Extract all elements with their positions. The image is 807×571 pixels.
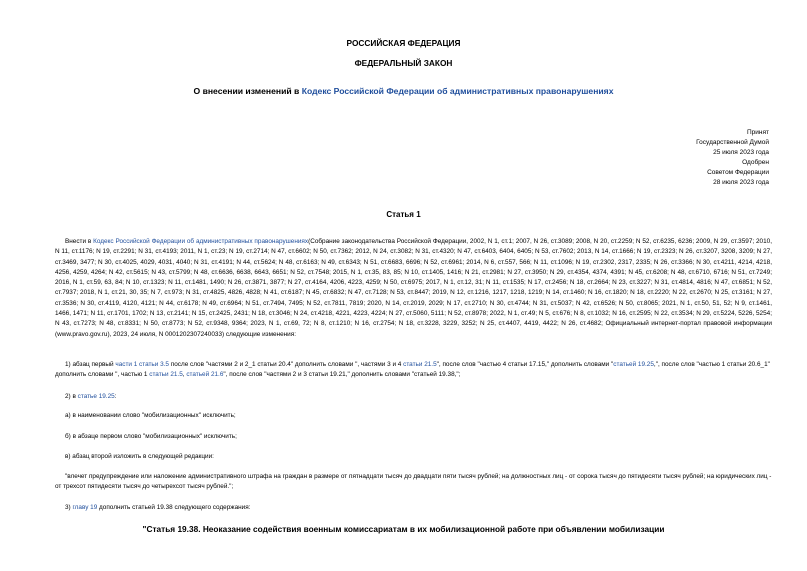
link-article-21-6[interactable]: статьей 21.6 bbox=[186, 371, 224, 379]
item2-text-b: : bbox=[114, 393, 117, 400]
subitem-a: а) в наименовании слово "мобилизационных" исключить; bbox=[65, 412, 236, 419]
item1-text-b: после слов "частями 2 и 2_1 статьи 20.4" дополнить словами ", частями 3 и 4 bbox=[169, 361, 404, 368]
accepted-by: Государственной Думой bbox=[696, 138, 769, 146]
link-article-19-25[interactable]: статьей 19.25 bbox=[613, 361, 654, 368]
approved-label: Одобрен bbox=[742, 158, 769, 166]
approved-date: 28 июля 2023 года bbox=[713, 178, 769, 186]
intro-prefix: Внести в bbox=[65, 238, 94, 245]
approved-by: Советом Федерации bbox=[707, 168, 769, 176]
link-chapter-19[interactable]: главу 19 bbox=[72, 504, 98, 511]
item1-text-d: ,", после слов "частью 1 статьи 20.6_1" дополнить словами ", частью 1 bbox=[55, 361, 770, 379]
law-title-prefix: О внесении изменений в bbox=[193, 86, 302, 96]
item1-text-c: ", после слов "частью 4 статьи 17.15," дополнить словами " bbox=[436, 361, 614, 368]
intro-code-link[interactable]: Кодекс Российской Федерации об административных правонарушениях bbox=[93, 238, 309, 245]
link-article-21-5[interactable]: статьи 21.5 bbox=[403, 361, 437, 368]
accepted-label: Принят bbox=[746, 129, 769, 136]
new-paragraph-text: "влечет предупреждение или наложение административного штрафа на граждан в размере от пятнадцати тысяч до двадцати пяти тысяч рублей; на должностных лиц - от сорока тысяч до пятидесяти тысяч рублей; на юридических лиц - от трехсот пятидесяти тысяч до четырехсот тысяч рублей."; bbox=[55, 473, 772, 491]
intro-rest: (Собрание законодательства Российской Федерации, 2002, N 1, ст.1; 2007, N 26, ст.3089; 2008, N 20, ст.2259; N 52, ст.6235, 6236; 2009, N 29, ст.3597; 2010, N 11, ст.1176; N 19, ст.2291; N 31, ст.4193; 2011, N 1, ст.23; N 19, ст.2714; N 47, ст.6602; N 50, ст.7362; 2012, N 24, ст.3082; N 31, ст.4320; N 47, ст.6403, 6404, 6405; N 53, ст.7602; 2013, N 14, ст.1666; N 19, ст.2323; N 26, ст.3207, 3208, 3209; N 27, ст.3469, 3477; N 30, ст.4025, 4029, 4031, 4040; N 31, ст.4191; N 44, ст.5624; N 48, ст.6163; N 49, ст.6343; N 51, ст.6683, 6696; N 52, ст.6961; 2014, N 6, ст.557, 566; N 11, ст.1096; N 19, ст.2302, 2317, 2335; N 26, ст.3366; N 30, ст.4211, 4214, 4218, 4256, 4259, 4264; N 42, ст.5615; N 43, ст.5799; N 48, ст.6636, 6638, 6643, 6651; N 52, ст.7548; 2015, N 1, ст.35, 83, 85; N 10, ст.1405, 1416; N 21, ст.2981; N 27, ст.3950; N 29, ст.4354, 4374, 4391; N 45, ст.6208; N 48, ст.6710, 6716; N 51, ст.7249; 2016, N 1, ст.59, 63, 84; N 10, ст.1323; N 11, ст.1481, 1490; N 26, ст.3871, 3877; N 27, ст.4164, 4206, 4223, 4259; N 50, ст.6975; 2017, N 1, ст.12, 31; N 11, ст.1535; N 17, ст.2456; N 18, ст.2664; N 23, ст.3227; N 31, ст.4814, 4816; N 47, ст.6851; N 52, ст.7937; 2018, N 1, ст.21, 30, 35; N 7, ст.973; N 31, ст.4825, 4826, 4828; N 41, ст.6187; N 45, ст.6832; N 47, ст.7128; N 53, ст.8447; 2019, N 12, ст.1216, 1217, 1218, 1219; N 14, ст.1460; N 16, ст.1820; N 18, ст.2220; N 22, ст.2670; N 25, ст.3161; N 27, ст.3536; N 30, ст.4119, 4120, 4121; N 44, ст.6178; N 49, ст.6964; N 51, ст.7494, 7495; N 52, ст.7811, 7819; 2020, N 14, ст.2019, 2029; N 17, ст.2710; N 30, ст.4744; N 31, ст.5037; N 42, ст.6526; N 50, ст.8065; 2021, N 1, ст.50, 51, 52; N 9, ст.1461, 1466, 1471; N 11, ст.1701, 1702; N 13, ст.2141; N 15, ст.2425, 2431; N 18, ст.3046; N 24, ст.4218, 4221, 4223, 4224; N 27, ст.5060, 5111; N 52, ст.8978; 2022, N 1, ст.49; N 5, ст.676; N 8, ст.1032; N 16, ст.2595; N 22, ст.3534; N 29, ст.5224, 5226, 5254; N 43, ст.7273; N 48, ст.8331; N 50, ст.8773; N 52, ст.9348, 9364; 2023, N 1, ст.69, 72; N 8, ст.1210; N 16, ст.2754; N 18, ст.3228, 3229, 3252; N 25, ст.4407, 4419, 4422; N 26, ст.4682; Официальный интернет-портал правовой информации (www.pravo.gov.ru), 2023, 24 июля, N 0001202307240033) следующие изменения: bbox=[55, 238, 772, 338]
item1-text-a: 1) абзац первый bbox=[65, 361, 116, 368]
new-article-heading: "Статья 19.38. Неоказание содействия военным комиссариатам в их мобилизационной работе при объявлении мобилизации bbox=[142, 524, 665, 534]
amendment-item-1 bbox=[55, 360, 772, 381]
accepted-date: 25 июля 2023 года bbox=[713, 148, 769, 156]
amendment-item-2 bbox=[65, 392, 772, 402]
link-article-21-5-b[interactable]: статьи 21.5 bbox=[149, 371, 183, 379]
article-heading: Статья 1 bbox=[386, 210, 421, 219]
code-link[interactable]: Кодекс Российской Федерации об административных правонарушениях bbox=[301, 86, 614, 96]
law-type-heading: ФЕДЕРАЛЬНЫЙ ЗАКОН bbox=[354, 58, 453, 68]
link-article-19-25-item2[interactable]: статье 19.25 bbox=[77, 393, 115, 400]
amendment-item-3 bbox=[65, 503, 772, 513]
item7-text-b: дополнить статьей 19.38 следующего содержания: bbox=[97, 504, 251, 511]
country-heading: РОССИЙСКАЯ ФЕДЕРАЦИЯ bbox=[346, 38, 461, 48]
link-part1-article-3-5[interactable]: части 1 статьи 3.5 bbox=[115, 361, 169, 368]
item2-text-a: 2) в bbox=[65, 393, 78, 400]
subitem-b: б) в абзаце первом слово "мобилизационных" исключить; bbox=[65, 433, 237, 440]
law-title bbox=[0, 86, 807, 96]
item1-text-e: , bbox=[182, 371, 187, 379]
item7-text-a: 3) bbox=[65, 504, 73, 511]
subitem-c: в) абзац второй изложить в следующей редакции: bbox=[65, 453, 214, 460]
intro-paragraph bbox=[55, 237, 772, 340]
acceptance-block bbox=[696, 128, 769, 187]
item1-text-f: ", после слов "частями 2 и 3 статьи 19.21," дополнить словами "статьей 19.38,"; bbox=[223, 371, 461, 379]
